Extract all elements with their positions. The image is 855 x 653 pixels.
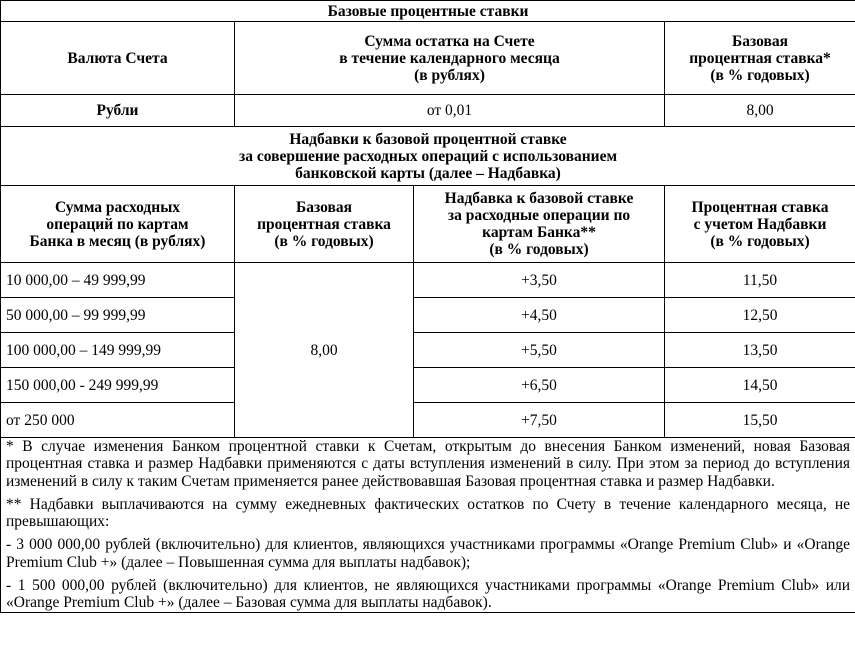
total-rate-cell: 12,50	[665, 298, 855, 333]
total-rate-cell: 13,50	[665, 333, 855, 368]
bonus-base-rate-cell: 8,00	[235, 263, 414, 438]
row-currency: Рубли	[1, 95, 235, 127]
spend-range-cell: 100 000,00 – 149 999,99	[1, 333, 235, 368]
row-base-rate: 8,00	[665, 95, 855, 127]
bonus-cell: +4,50	[414, 298, 665, 333]
table-row	[1, 263, 855, 298]
spend-range-cell: 50 000,00 – 99 999,99	[1, 298, 235, 333]
table-row	[1, 298, 855, 333]
footnote-4: - 1 500 000,00 рублей (включительно) для клиентов, не являющихся участниками программы «Orange Premium Club» или «Orange Premium Club +» (далее – Базовая сумма для выплаты надбавок).	[6, 577, 851, 612]
footnotes	[1, 438, 855, 613]
footnote-3: - 3 000 000,00 рублей (включительно) для клиентов, являющихся участниками программы «Orange Premium Club» и «Orange Premium Club +» (далее – Повышенная сумма для выплаты надбавок);	[6, 536, 851, 571]
spend-range-cell: от 250 000	[1, 403, 235, 438]
header-base-rate: Базовая процентная ставка* (в % годовых)	[665, 22, 855, 95]
total-rate-cell: 11,50	[665, 263, 855, 298]
bonus-cell: +5,50	[414, 333, 665, 368]
footnote-2: ** Надбавки выплачиваются на сумму ежедневных фактических остатков по Счету в течение календарного месяца, не превышающих:	[6, 495, 851, 531]
spend-range-cell: 150 000,00 - 249 999,99	[1, 368, 235, 403]
bonus-cell: +3,50	[414, 263, 665, 298]
total-rate-cell: 15,50	[665, 403, 855, 438]
bonus-cell: +7,50	[414, 403, 665, 438]
bonus-cell: +6,50	[414, 368, 665, 403]
header-currency: Валюта Счета	[1, 22, 235, 95]
header-bonus: Надбавка к базовой ставке за расходные операции по картам Банка** (в % годовых)	[414, 186, 665, 263]
header-balance: Сумма остатка на Счете в течение календарного месяца (в рублях)	[235, 22, 665, 95]
bonus-title: Надбавки к базовой процентной ставке за совершение расходных операций с использованием банковской карты (далее – Надбавка)	[1, 127, 855, 186]
header-total-rate: Процентная ставка с учетом Надбавки (в % годовых)	[665, 186, 855, 263]
spend-range-cell: 10 000,00 – 49 999,99	[1, 263, 235, 298]
table-row	[1, 333, 855, 368]
table-row	[1, 368, 855, 403]
header-bonus-base-rate: Базовая процентная ставка (в % годовых)	[235, 186, 414, 263]
base-rates-title: Базовые процентные ставки	[1, 1, 855, 22]
row-balance: от 0,01	[235, 95, 665, 127]
total-rate-cell: 14,50	[665, 368, 855, 403]
footnote-1: * В случае изменения Банком процентной ставки к Счетам, открытым до внесения Банком изменений, новая Базовая процентная ставка и размер Надбавки применяются с даты вступления изменений в силу. При этом за период до вступления изменений в силу к таким Счетам применяется ранее действовавшая Базовая процентная ставка и размер Надбавки.	[6, 438, 851, 490]
header-spend-range: Сумма расходных операций по картам Банка в месяц (в рублях)	[1, 186, 235, 263]
table-row	[1, 403, 855, 438]
